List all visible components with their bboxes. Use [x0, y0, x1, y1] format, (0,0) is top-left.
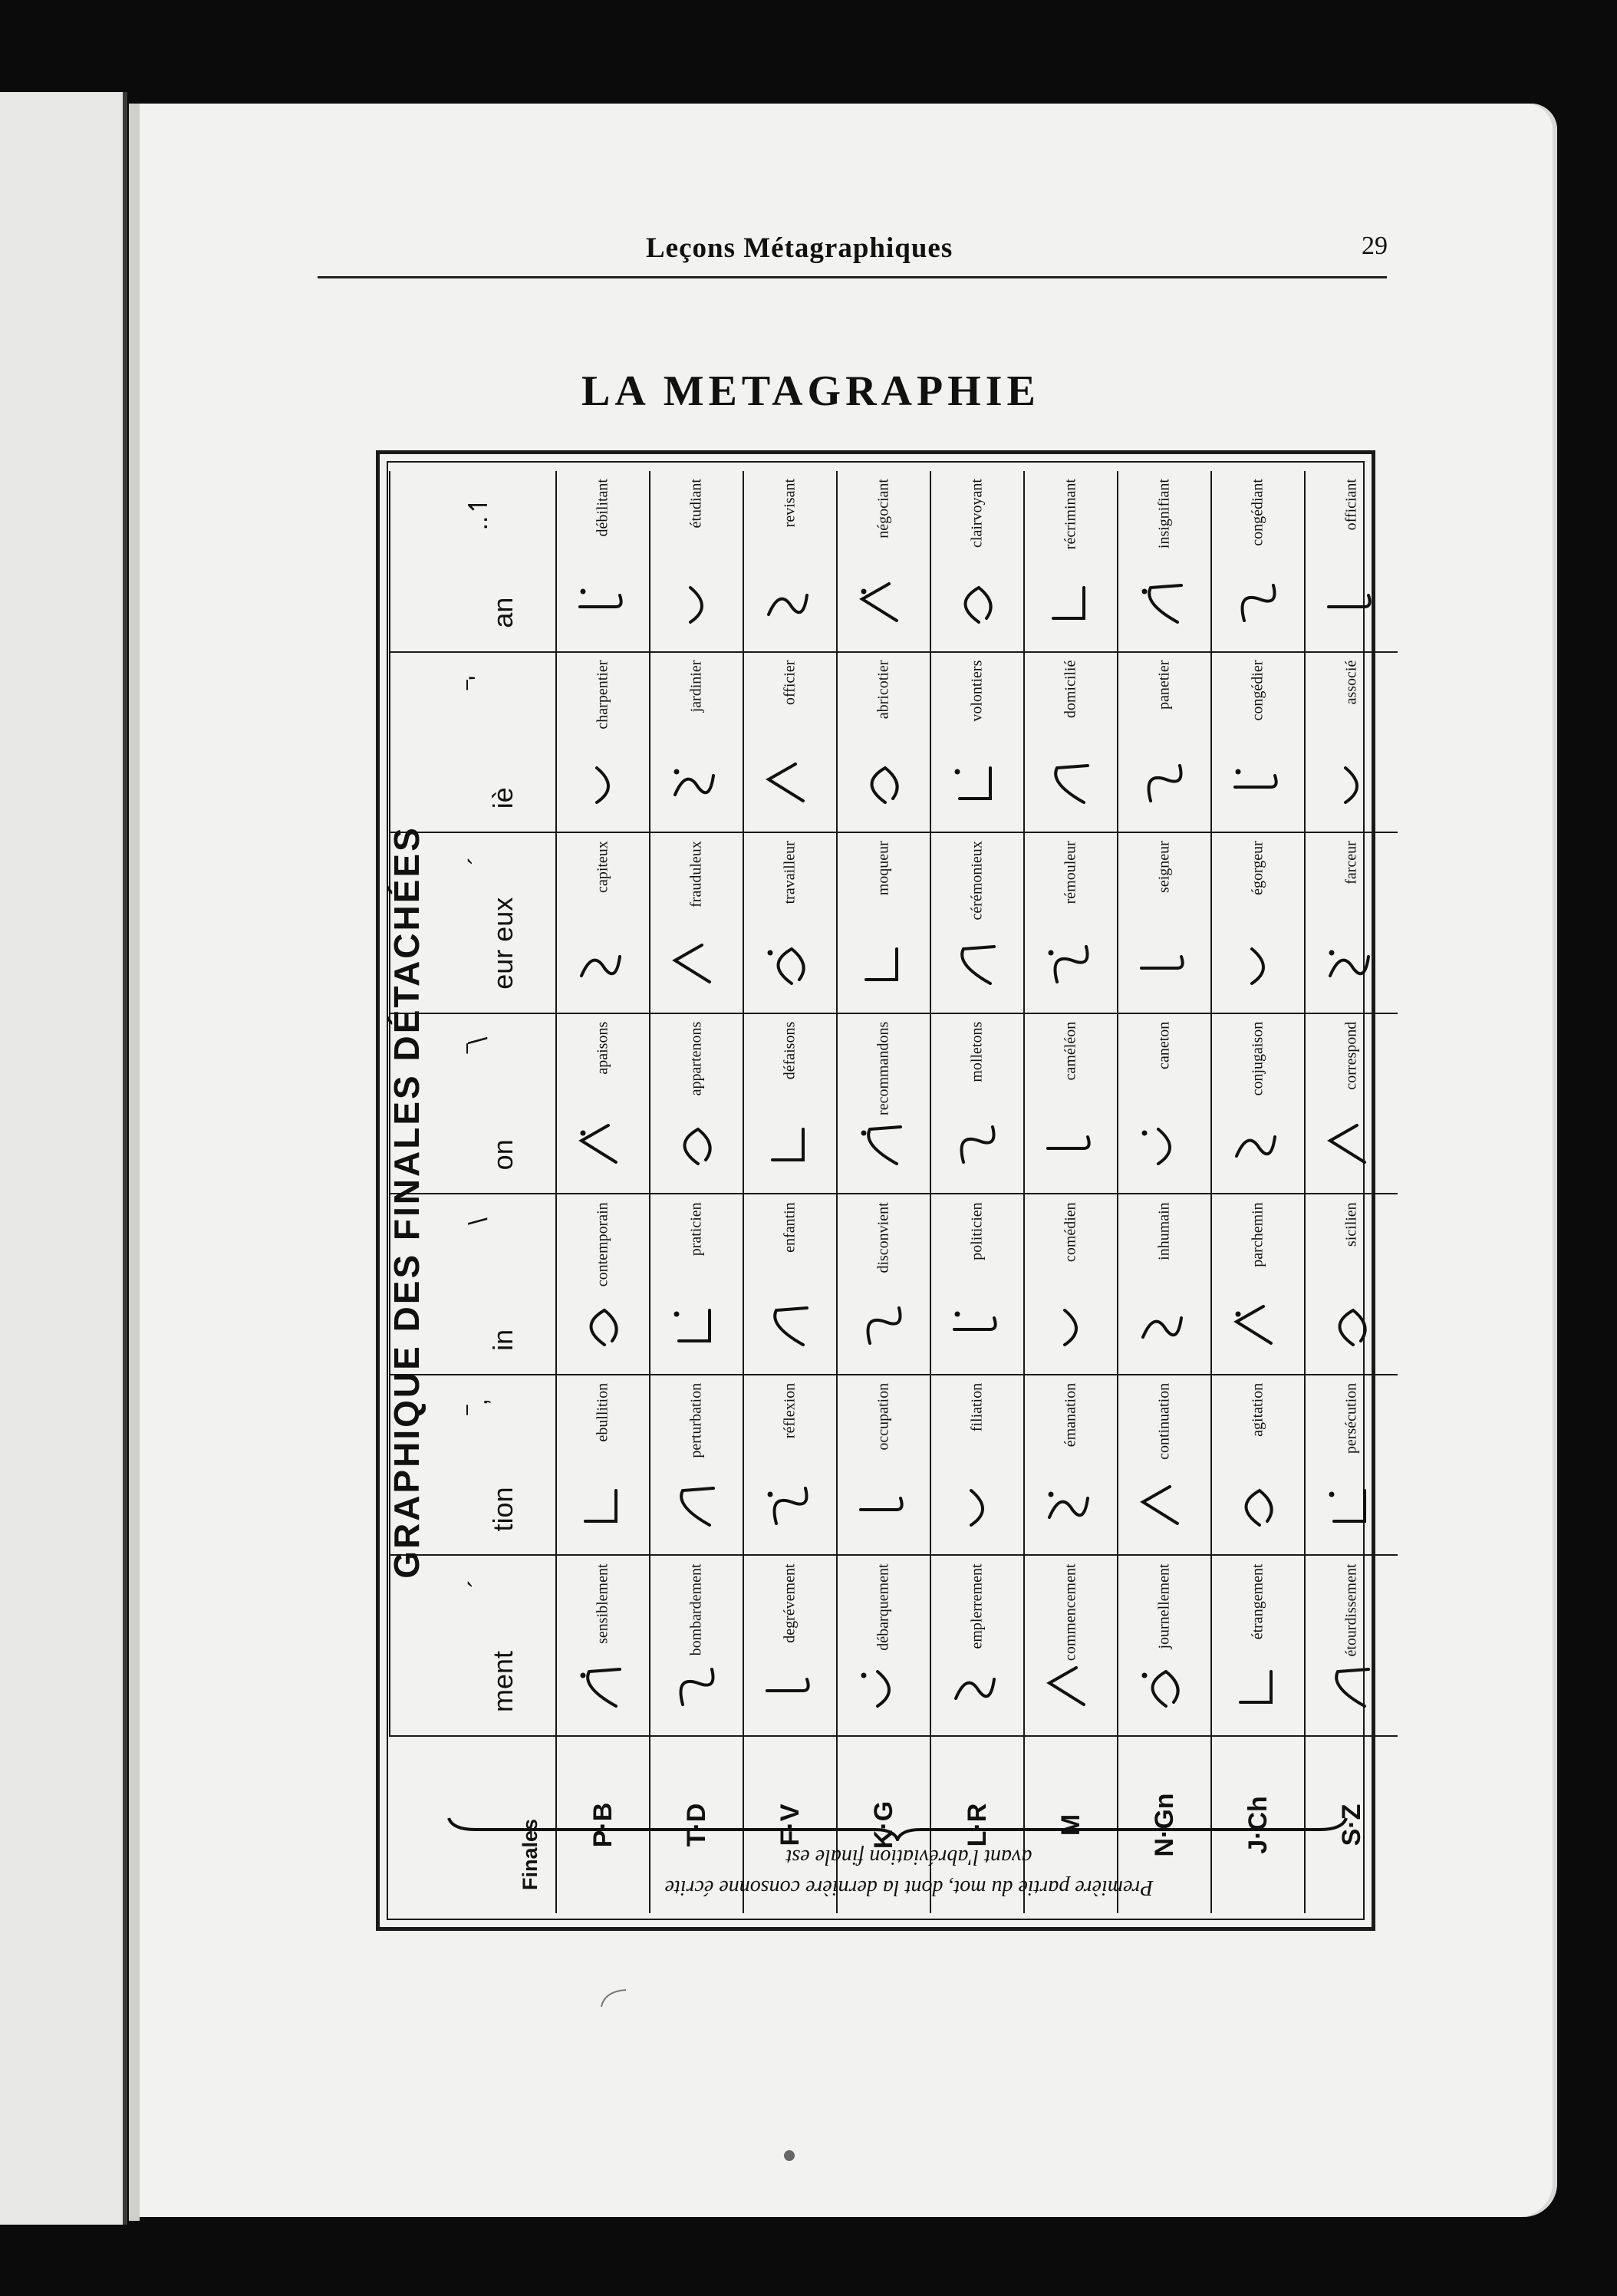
shorthand-glyph-icon: [948, 937, 1002, 991]
shorthand-glyph-icon: [1229, 756, 1283, 810]
column-stroke-mark: ..↿: [464, 494, 493, 531]
shorthand-glyph-icon: [1042, 1479, 1095, 1533]
facing-page-edge: [0, 92, 127, 2225]
shorthand-glyph-icon: [574, 756, 627, 810]
shorthand-glyph-icon: [667, 1479, 721, 1533]
shorthand-glyph-icon: [1322, 1660, 1376, 1714]
example-word: politicien: [968, 1202, 986, 1260]
example-word: étudiant: [687, 479, 705, 529]
row-label: M: [1024, 1736, 1118, 1913]
shorthand-glyph-icon: [574, 1299, 627, 1352]
example-word: parchemin: [1249, 1202, 1266, 1267]
table-cell: [1118, 1194, 1211, 1375]
pencil-mark: [598, 1987, 629, 2010]
shorthand-glyph-icon: [948, 1479, 1002, 1533]
column-name: in: [487, 1329, 519, 1351]
shorthand-glyph-icon: [855, 1479, 908, 1533]
footnote-line-1: Première partie du mot, dont la dernière consonne écrite: [664, 1876, 1154, 1899]
column-name: an: [487, 597, 519, 628]
row-label: N·Gn: [1118, 1736, 1211, 1913]
shorthand-glyph-icon: [761, 756, 815, 810]
shorthand-glyph-icon: [1042, 1118, 1095, 1171]
example-word: emplerrement: [968, 1563, 986, 1649]
shorthand-glyph-icon: [1042, 937, 1095, 991]
shorthand-glyph-icon: [574, 1660, 627, 1714]
paper-speck: [784, 2150, 795, 2161]
page-number: 29: [1362, 232, 1388, 260]
example-word: moqueur: [874, 841, 892, 896]
example-word: étrangement: [1249, 1563, 1266, 1640]
example-word: apaisons: [594, 1021, 611, 1075]
example-word: volontiers: [968, 660, 986, 722]
shorthand-glyph-icon: [574, 937, 627, 991]
example-word: sensiblement: [594, 1563, 611, 1644]
table-body: [556, 471, 1398, 1913]
example-word: persécution: [1342, 1382, 1360, 1454]
table-cell: [1118, 1013, 1211, 1194]
table-cell: [930, 1013, 1024, 1194]
shorthand-glyph-icon: [855, 1660, 908, 1714]
example-word: caméléon: [1062, 1021, 1079, 1081]
example-word: débarquement: [874, 1563, 892, 1651]
example-word: débilitant: [594, 479, 611, 537]
corner-label: Finales: [518, 1818, 542, 1890]
shorthand-glyph-icon: [1135, 1299, 1189, 1352]
table-cell: [930, 1375, 1024, 1556]
table-cell: [1118, 1555, 1211, 1736]
vertical-table-title: GRAPHIQUE DES FINALES DÉTACHÉES: [387, 825, 426, 1579]
example-word: rémouleur: [1062, 841, 1079, 904]
table-cell: [743, 832, 837, 1013]
example-word: caneton: [1155, 1021, 1173, 1069]
example-word: travailleur: [781, 841, 799, 904]
table-cell: [1024, 1555, 1118, 1736]
example-word: farceur: [1342, 841, 1360, 884]
example-word: agitation: [1249, 1382, 1266, 1437]
column-stroke-mark: ‾,: [464, 1398, 493, 1415]
table-cell: [556, 1375, 650, 1556]
table-cell: [1024, 652, 1118, 833]
footnote-brace: [445, 1810, 1350, 1841]
example-word: inhumain: [1155, 1202, 1173, 1260]
table-cell: [1118, 471, 1211, 652]
table-row: [650, 471, 743, 1913]
table-cell: [1211, 832, 1305, 1013]
shorthand-glyph-icon: [1042, 1660, 1095, 1714]
example-word: jardinier: [687, 660, 705, 713]
shorthand-glyph-icon: [761, 1299, 815, 1352]
example-word: étourdissement: [1342, 1563, 1360, 1657]
example-word: comédien: [1062, 1202, 1079, 1263]
example-word: défaisons: [781, 1021, 799, 1080]
example-word: cérémonieux: [968, 841, 986, 921]
rotated-table-wrapper: [389, 471, 1366, 1913]
table-row: [743, 471, 837, 1913]
example-word: frauduleux: [687, 841, 705, 908]
table-cell: [1305, 1013, 1398, 1194]
example-word: bombardement: [687, 1563, 705, 1656]
table-cell: [556, 1555, 650, 1736]
shorthand-glyph-icon: [1322, 1118, 1376, 1171]
table-row: [556, 471, 650, 1913]
shorthand-glyph-icon: [574, 576, 627, 630]
shorthand-glyph-icon: [1042, 756, 1095, 810]
table-cell: [1211, 471, 1305, 652]
shorthand-glyph-icon: [1229, 1660, 1283, 1714]
shorthand-glyph-icon: [1322, 756, 1376, 810]
shorthand-glyph-icon: [1322, 937, 1376, 991]
example-word: praticien: [687, 1202, 705, 1257]
main-title: LA METAGRAPHIE: [581, 367, 1040, 415]
shorthand-glyph-icon: [948, 1299, 1002, 1352]
column-stroke-mark: ‾\: [464, 1036, 493, 1053]
shorthand-glyph-icon: [948, 576, 1002, 630]
table-cell: [1211, 1013, 1305, 1194]
shorthand-glyph-icon: [667, 937, 721, 991]
table-cell: [1305, 1194, 1398, 1375]
example-word: enfantin: [781, 1202, 799, 1253]
shorthand-glyph-icon: [667, 1660, 721, 1714]
column-name: tion: [487, 1487, 519, 1532]
table-row: [1211, 471, 1305, 1913]
example-word: recommandons: [874, 1021, 892, 1115]
table-cell: [837, 1194, 930, 1375]
metagraphy-chart: [376, 450, 1375, 1931]
shorthand-glyph-icon: [1322, 1299, 1376, 1352]
shorthand-glyph-icon: [761, 937, 815, 991]
example-word: continuation: [1155, 1382, 1173, 1460]
table-cell: [1024, 1013, 1118, 1194]
example-word: récriminant: [1062, 479, 1079, 550]
example-word: contemporain: [594, 1202, 611, 1287]
example-word: congédiant: [1249, 479, 1266, 546]
example-word: ebullition: [594, 1382, 611, 1442]
table-row: [1024, 471, 1118, 1913]
table-cell: [837, 1555, 930, 1736]
table-row: [1305, 471, 1398, 1913]
shorthand-glyph-icon: [574, 1118, 627, 1171]
table-cell: [650, 1013, 743, 1194]
example-word: commencement: [1062, 1563, 1079, 1662]
example-word: associé: [1342, 660, 1360, 705]
finals-table: [389, 471, 1398, 1913]
example-word: correspond: [1342, 1021, 1360, 1090]
table-cell: [1305, 1375, 1398, 1556]
table-row: [837, 471, 930, 1913]
shorthand-glyph-icon: [1229, 937, 1283, 991]
table-cell: [930, 652, 1024, 833]
example-word: charpentier: [594, 660, 611, 730]
shorthand-glyph-icon: [1135, 756, 1189, 810]
example-word: disconvient: [874, 1202, 892, 1273]
shorthand-glyph-icon: [855, 1118, 908, 1171]
table-cell: [1211, 1194, 1305, 1375]
table-cell: [743, 1013, 837, 1194]
page-gutter: [129, 104, 140, 2221]
shorthand-glyph-icon: [1229, 1479, 1283, 1533]
table-cell: [650, 1555, 743, 1736]
column-name: on: [487, 1139, 519, 1171]
table-cell: [837, 652, 930, 833]
table-row: [1118, 471, 1211, 1913]
table-cell: [650, 652, 743, 833]
table-cell: [1024, 1375, 1118, 1556]
shorthand-glyph-icon: [948, 756, 1002, 810]
table-cell: [556, 832, 650, 1013]
example-word: capiteux: [594, 841, 611, 893]
column-stroke-mark: ´: [464, 856, 493, 865]
example-word: appartenons: [687, 1021, 705, 1096]
shorthand-glyph-icon: [1229, 576, 1283, 630]
example-word: panetier: [1155, 660, 1173, 710]
shorthand-glyph-icon: [761, 1660, 815, 1714]
shorthand-glyph-icon: [1322, 576, 1376, 630]
shorthand-glyph-icon: [667, 756, 721, 810]
example-word: abricotier: [874, 660, 892, 720]
example-word: sicilien: [1342, 1202, 1360, 1247]
shorthand-glyph-icon: [761, 1479, 815, 1533]
row-label: L·R: [930, 1736, 1024, 1913]
table-cell: [650, 1194, 743, 1375]
table-cell: [837, 832, 930, 1013]
table-cell: [1118, 1375, 1211, 1556]
shorthand-glyph-icon: [761, 576, 815, 630]
table-cell: [1305, 1555, 1398, 1736]
footnote: [472, 1841, 1346, 1902]
table-row: [930, 471, 1024, 1913]
table-cell: [650, 471, 743, 652]
table-cell: [837, 1013, 930, 1194]
table-cell: [930, 1555, 1024, 1736]
shorthand-glyph-icon: [948, 1660, 1002, 1714]
shorthand-glyph-icon: [948, 1118, 1002, 1171]
table-cell: [743, 471, 837, 652]
row-label: P·B: [556, 1736, 650, 1913]
table-cell: [837, 1375, 930, 1556]
example-word: insignifiant: [1155, 479, 1173, 549]
table-cell: [1118, 832, 1211, 1013]
shorthand-glyph-icon: [1135, 937, 1189, 991]
table-cell: [556, 1194, 650, 1375]
table-cell: [1024, 471, 1118, 652]
table-cell: [743, 1555, 837, 1736]
shorthand-glyph-icon: [574, 1479, 627, 1533]
table-cell: [1211, 1375, 1305, 1556]
shorthand-glyph-icon: [761, 1118, 815, 1171]
example-word: égorgeur: [1249, 841, 1266, 895]
table-cell: [743, 1375, 837, 1556]
table-cell: [556, 1013, 650, 1194]
example-word: domicilié: [1062, 660, 1079, 719]
table-cell: [743, 1194, 837, 1375]
example-word: filiation: [968, 1382, 986, 1432]
row-label: T·D: [650, 1736, 743, 1913]
example-word: clairvoyant: [968, 479, 986, 548]
table-cell: [650, 832, 743, 1013]
running-title: Leçons Métagraphiques: [646, 232, 953, 264]
example-word: molletons: [968, 1021, 986, 1082]
shorthand-glyph-icon: [1322, 1479, 1376, 1533]
shorthand-glyph-icon: [1042, 576, 1095, 630]
example-word: réflexion: [781, 1382, 799, 1439]
table-cell: [930, 471, 1024, 652]
table-cell: [1211, 652, 1305, 833]
example-word: revisant: [781, 479, 799, 528]
table-cell: [650, 1375, 743, 1556]
table-cell: [1118, 652, 1211, 833]
table-cell: [930, 1194, 1024, 1375]
example-word: officiant: [1342, 479, 1360, 531]
shorthand-glyph-icon: [855, 1299, 908, 1352]
row-label: K·G: [837, 1736, 930, 1913]
shorthand-glyph-icon: [667, 576, 721, 630]
table-cell: [1305, 832, 1398, 1013]
table-cell: [930, 832, 1024, 1013]
shorthand-glyph-icon: [1042, 1299, 1095, 1352]
column-name: ment: [487, 1650, 519, 1712]
example-word: journellement: [1155, 1563, 1173, 1649]
table-cell: [743, 652, 837, 833]
example-word: congédier: [1249, 660, 1266, 721]
shorthand-glyph-icon: [1135, 1479, 1189, 1533]
example-word: officier: [781, 660, 799, 706]
header-rule: [318, 276, 1387, 278]
row-label: S·Z: [1305, 1736, 1398, 1913]
column-name: iè: [487, 787, 519, 809]
column-stroke-mark: ´: [464, 1579, 493, 1588]
example-word: occupation: [874, 1382, 892, 1451]
shorthand-glyph-icon: [855, 576, 908, 630]
column-stroke-mark: ‾': [464, 675, 493, 690]
column-name: eur eux: [487, 897, 519, 990]
table-cell: [1305, 652, 1398, 833]
shorthand-glyph-icon: [667, 1118, 721, 1171]
example-word: conjugaison: [1249, 1021, 1266, 1096]
shorthand-glyph-icon: [1135, 1118, 1189, 1171]
example-word: degrévement: [781, 1563, 799, 1643]
shorthand-glyph-icon: [1135, 576, 1189, 630]
row-label: F·V: [743, 1736, 837, 1913]
table-cell: [1211, 1555, 1305, 1736]
footnote-line-2: avant l'abréviation finale est: [785, 1845, 1032, 1869]
table-cell: [837, 471, 930, 652]
shorthand-glyph-icon: [1229, 1118, 1283, 1171]
table-cell: [556, 652, 650, 833]
example-word: seigneur: [1155, 841, 1173, 893]
example-word: négociant: [874, 479, 892, 539]
row-label: J·Ch: [1211, 1736, 1305, 1913]
shorthand-glyph-icon: [667, 1299, 721, 1352]
shorthand-glyph-icon: [1135, 1660, 1189, 1714]
shorthand-glyph-icon: [855, 756, 908, 810]
column-stroke-mark: \: [464, 1217, 493, 1225]
table-cell: [1305, 471, 1398, 652]
table-cell: [556, 471, 650, 652]
shorthand-glyph-icon: [855, 937, 908, 991]
table-cell: [1024, 1194, 1118, 1375]
shorthand-glyph-icon: [1229, 1299, 1283, 1352]
table-cell: [1024, 832, 1118, 1013]
example-word: émanation: [1062, 1382, 1079, 1448]
example-word: perturbation: [687, 1382, 705, 1458]
